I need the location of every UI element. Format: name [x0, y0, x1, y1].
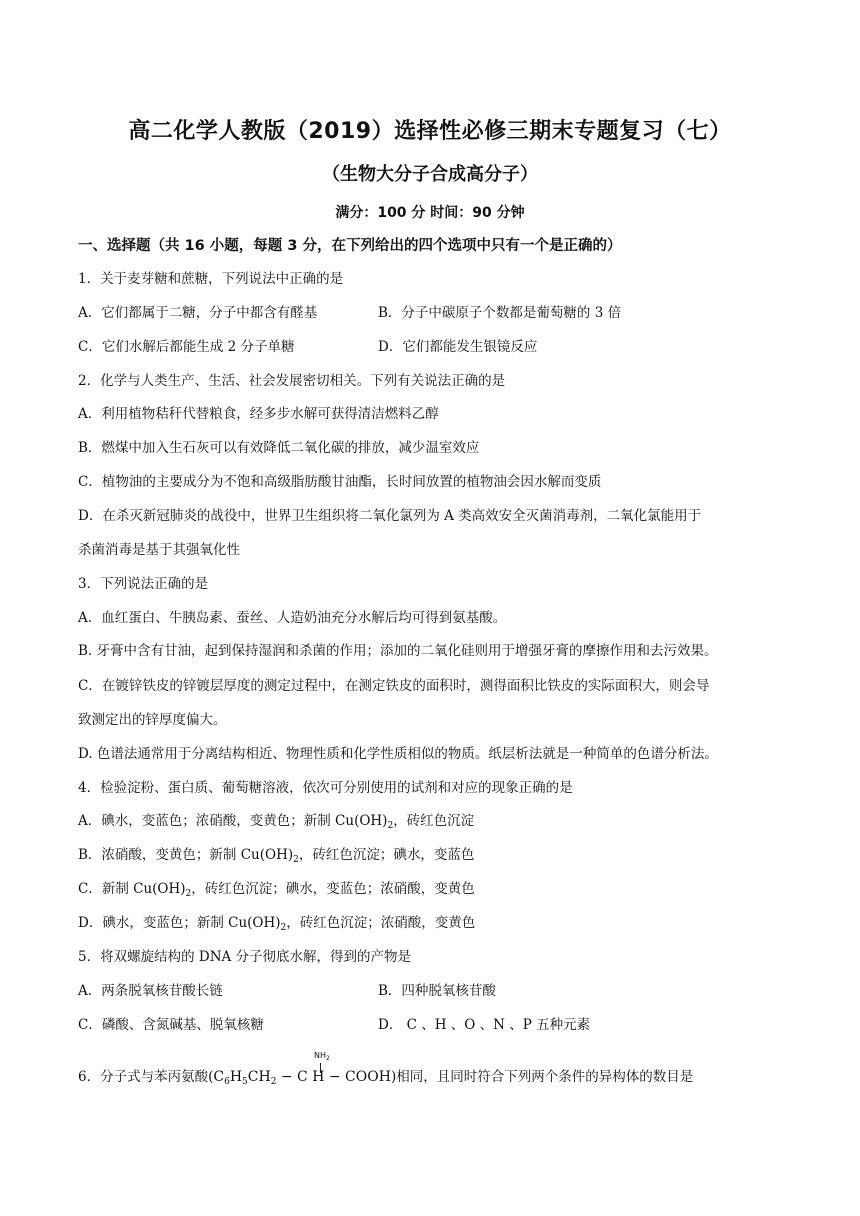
q4d-text-end: ，砖红色沉淀；浓硝酸，变黄色	[286, 915, 476, 931]
question-3-option-c-line2: 致测定出的锌厚度偏大。	[78, 712, 227, 728]
amino-group-label	[314, 1051, 330, 1062]
q4a-text-end: ，砖红色沉淀	[393, 813, 475, 829]
q4c-text-end: ，砖红色沉淀；碘水，变蓝色；浓硝酸，变黄色	[191, 881, 475, 897]
question-5-stem: 5．将双螺旋结构的 DNA 分子彻底水解，得到的产物是	[78, 949, 412, 965]
nh2-text: NH	[314, 1051, 326, 1060]
score-time-info: 满分：100 分 时间：90 分钟	[335, 205, 525, 221]
q4d-text: D．碘水，变蓝色；新制 Cu(OH)	[78, 915, 281, 931]
f-ch: CH	[247, 1069, 271, 1085]
f-rest: − C H − COOH	[276, 1069, 391, 1085]
question-4-option-d	[78, 914, 475, 937]
q4a-subscript: 2	[387, 821, 394, 831]
q4c-subscript: 2	[185, 889, 192, 899]
question-3-option-b: B. 牙膏中含有甘油，起到保持湿润和杀菌的作用；添加的二氧化硅则用于增强牙膏的摩擦作用和去污效果。	[78, 643, 718, 659]
q4b-text: B．浓硝酸，变黄色；新制 Cu(OH)	[78, 847, 294, 863]
f-5: 5	[242, 1077, 248, 1087]
question-2-stem: 2．化学与人类生产、生活、社会发展密切相关。下列有关说法正确的是	[78, 373, 506, 389]
section-heading: 一、选择题（共 16 小题，每题 3 分，在下列给出的四个选项中只有一个是正确的）	[78, 238, 622, 254]
phenylalanine-formula	[213, 1069, 391, 1085]
nh2-subscript: 2	[326, 1055, 330, 1062]
question-1-option-c: C．它们水解后都能生成 2 分子单糖	[78, 339, 295, 355]
f-6: 6	[224, 1077, 230, 1087]
question-3-stem: 3．下列说法正确的是	[78, 576, 209, 592]
question-3-option-a: A．血红蛋白、牛胰岛素、蚕丝、人造奶油充分水解后均可得到氨基酸。	[78, 610, 507, 626]
question-2-option-c: C．植物油的主要成分为不饱和高级脂肪酸甘油酯，长时间放置的植物油会因水解而变质	[78, 474, 602, 490]
question-2-option-d-line2: 杀菌消毒是基于其强氧化性	[78, 542, 240, 558]
q4d-subscript: 2	[280, 923, 287, 933]
question-3-option-c-line1: C．在镀锌铁皮的锌镀层厚度的测定过程中，在测定铁皮的面积时，测得面积比铁皮的实际面积大，则会导	[78, 678, 710, 694]
question-1-option-d: D．它们都能发生银镜反应	[378, 339, 538, 355]
q6-stem-start: 6．分子式与苯丙氨酸(	[78, 1069, 214, 1085]
question-3-option-d: D. 色谱法通常用于分离结构相近、物理性质和化学性质相似的物质。纸层析法就是一种简单的色谱分析法。	[78, 746, 718, 762]
question-4-option-c	[78, 880, 475, 903]
q4c-text: C．新制 Cu(OH)	[78, 881, 186, 897]
f-c: C	[213, 1069, 225, 1085]
question-1-stem: 1．关于麦芽糖和蔗糖，下列说法中正确的是	[78, 271, 344, 287]
question-2-option-b: B．燃煤中加入生石灰可以有效降低二氧化碳的排放，减少温室效应	[78, 440, 480, 456]
question-5-option-c: C．磷酸、含氮碱基、脱氧核糖	[78, 1017, 264, 1033]
question-2-option-a: A．利用植物秸秆代替粮食，经多步水解可获得清洁燃料乙醇	[78, 406, 439, 422]
question-1-option-a: A．它们都属于二糖，分子中都含有醛基	[78, 305, 318, 321]
q4b-text-end: ，砖红色沉淀；碘水，变蓝色	[298, 847, 475, 863]
question-4-stem: 4．检验淀粉、蛋白质、葡萄糖溶液，依次可分别使用的试剂和对应的现象正确的是	[78, 780, 573, 796]
question-4-option-b	[78, 846, 474, 869]
f-2: 2	[270, 1077, 277, 1087]
question-5-option-b: B．四种脱氧核苷酸	[378, 983, 496, 999]
page-subtitle: （生物大分子合成高分子）	[322, 164, 538, 185]
question-6-stem	[78, 1068, 693, 1091]
question-5-option-d: D． C 、H 、O 、N 、P 五种元素	[378, 1017, 591, 1033]
q4b-subscript: 2	[293, 855, 299, 865]
question-5-option-a: A．两条脱氧核苷酸长链	[78, 983, 223, 999]
q4a-text: A．碘水，变蓝色；浓硝酸，变黄色；新制 Cu(OH)	[78, 813, 388, 829]
q6-stem-end: )相同，且同时符合下列两个条件的异构体的数目是	[390, 1069, 694, 1085]
question-2-option-d-line1: D．在杀灭新冠肺炎的战役中，世界卫生组织将二氧化氯列为 A 类高效安全灭菌消毒剂，二氧化氯能用于	[78, 508, 702, 524]
f-h: H	[229, 1069, 243, 1085]
page-title: 高二化学人教版（2019）选择性必修三期末专题复习（七）	[128, 119, 732, 144]
question-4-option-a	[78, 812, 474, 835]
question-1-option-b: B．分子中碳原子个数都是葡萄糖的 3 倍	[378, 305, 622, 321]
